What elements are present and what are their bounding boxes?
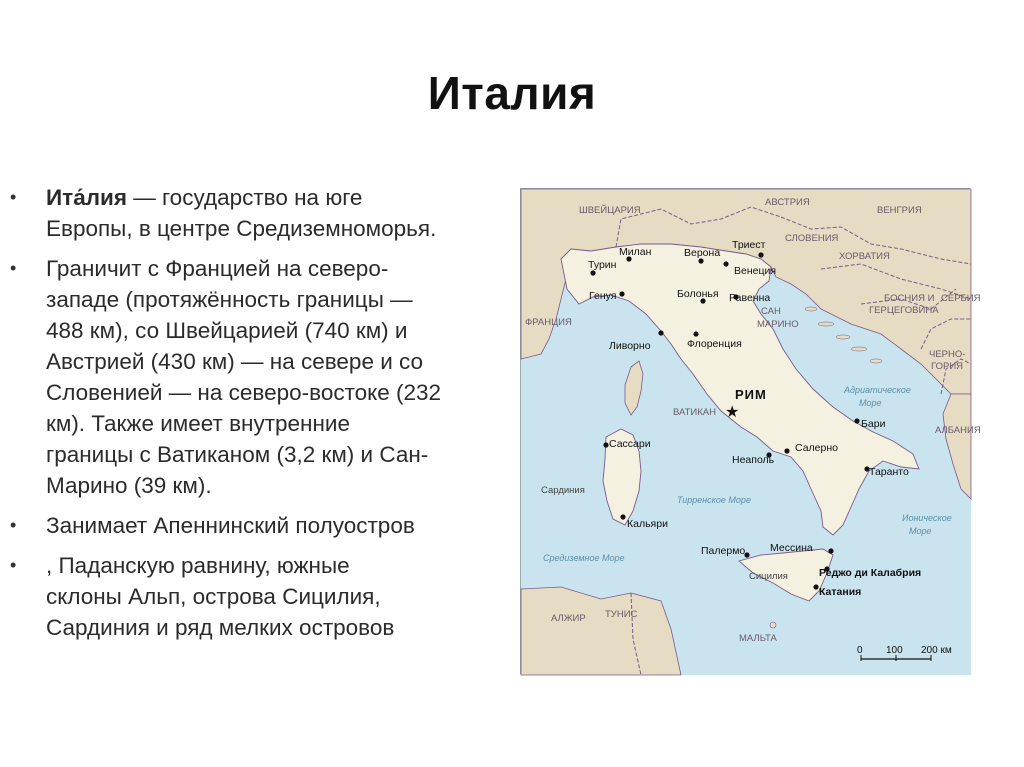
bullet-text: 488 км), со Швейцарией (740 км) и bbox=[46, 318, 408, 343]
bullet-text: Занимает Апеннинский полуостров bbox=[46, 513, 415, 538]
city-dot-trieste bbox=[758, 252, 763, 257]
sea-label-ionian-1: Ионическое bbox=[902, 513, 952, 523]
bullet-list bbox=[10, 182, 504, 652]
bullet-term-italy: Ита́лия bbox=[46, 185, 127, 210]
city-label-palermo: Палермо bbox=[701, 545, 746, 557]
scale-label-0: 0 bbox=[857, 645, 863, 656]
sea-label-adriatic-1: Адриатическое bbox=[844, 385, 911, 395]
city-label-bari: Бари bbox=[861, 418, 886, 430]
bullet-dot: • bbox=[10, 258, 17, 278]
city-label-livorno: Ливорно bbox=[609, 340, 651, 352]
map-canvas bbox=[521, 189, 981, 675]
city-dot-venice bbox=[723, 261, 728, 266]
city-dot-verona bbox=[698, 258, 703, 263]
country-label-bosnia: БОСНИЯ И bbox=[884, 293, 935, 304]
city-label-sassari: Сассари bbox=[609, 438, 651, 450]
bullet-text: Европы, в центре Средиземноморья. bbox=[46, 216, 437, 241]
country-label-austria: АВСТРИЯ bbox=[765, 197, 810, 208]
city-dot-bari bbox=[854, 418, 859, 423]
neighbor-land-south bbox=[521, 587, 681, 675]
sea-label-ionian-2: Море bbox=[909, 526, 932, 536]
city-label-trieste: Триест bbox=[732, 239, 766, 251]
country-label-france: ФРАНЦИЯ bbox=[525, 317, 572, 328]
island-label-sardinia: Сардиния bbox=[541, 485, 585, 496]
bullet-item-1 bbox=[10, 182, 504, 244]
bullet-item-3 bbox=[10, 510, 504, 541]
bullet-text: границы с Ватиканом (3,2 км) и Сан- bbox=[46, 442, 429, 467]
city-label-reggio: Реджо ди Калабрия bbox=[819, 567, 922, 579]
bullet-text: км). Также имеет внутренние bbox=[46, 411, 350, 436]
city-label-milan: Милан bbox=[619, 246, 652, 258]
city-dot-genoa bbox=[619, 291, 624, 296]
country-label-serbia: СЕРБИЯ bbox=[941, 293, 981, 304]
bullet-text: Австрией (430 км) — на севере и со bbox=[46, 349, 424, 374]
capital-star-icon: ★ bbox=[725, 404, 740, 421]
island-label-sicily: Сицилия bbox=[749, 571, 788, 582]
bullet-text: западе (протяжённость границы — bbox=[46, 287, 413, 312]
city-label-taranto: Таранто bbox=[869, 466, 909, 478]
bullet-text: Сардиния и ряд мелких островов bbox=[46, 615, 395, 640]
sea-label-mediterranean: Средиземное Море bbox=[543, 553, 625, 563]
country-label-tunisia: ТУНИС bbox=[605, 609, 638, 620]
city-label-salerno: Салерно bbox=[795, 442, 838, 454]
city-label-florence: Флоренция bbox=[687, 338, 742, 350]
country-label-montenegro-2: ГОРИЯ bbox=[931, 361, 964, 372]
italy-map bbox=[520, 188, 981, 674]
city-dot-messina bbox=[828, 548, 833, 553]
country-label-croatia: ХОРВАТИЯ bbox=[839, 251, 890, 262]
bullet-item-4 bbox=[10, 550, 504, 643]
scale-label-100: 100 bbox=[886, 645, 903, 656]
city-label-bologna: Болонья bbox=[677, 288, 719, 300]
city-label-rome: РИМ bbox=[735, 387, 767, 402]
bullet-text: Словенией — на северо-востоке (232 bbox=[46, 380, 442, 405]
city-dot-florence bbox=[693, 331, 698, 336]
city-dot-catania bbox=[813, 584, 818, 589]
city-label-messina: Мессина bbox=[770, 542, 813, 554]
city-label-verona: Верона bbox=[684, 247, 721, 259]
country-label-hungary: ВЕНГРИЯ bbox=[877, 205, 922, 216]
city-label-cagliari: Кальяри bbox=[627, 518, 668, 530]
sea-label-tyrrhenian: Тирренское Море bbox=[677, 495, 751, 505]
scale-label-200: 200 км bbox=[921, 645, 952, 656]
city-label-naples: Неаполь bbox=[732, 454, 775, 466]
city-label-genoa: Генуя bbox=[589, 290, 617, 302]
city-label-ravenna: Равенна bbox=[729, 292, 771, 304]
bullet-text: Марино (39 км). bbox=[46, 473, 212, 498]
bullet-text: — государство на юге bbox=[126, 185, 363, 210]
bullet-dot: • bbox=[10, 515, 17, 535]
malta-island bbox=[770, 622, 776, 628]
city-dot-sassari bbox=[603, 442, 608, 447]
city-dot-turin bbox=[590, 270, 595, 275]
bullet-text: , Паданскую равнину, южные bbox=[46, 553, 350, 578]
city-label-catania: Катания bbox=[819, 586, 862, 598]
bullet-text: склоны Альп, острова Сицилия, bbox=[46, 584, 381, 609]
bullet-dot: • bbox=[10, 555, 17, 575]
country-label-slovenia: СЛОВЕНИЯ bbox=[785, 233, 839, 244]
city-label-venice: Венеция bbox=[734, 265, 777, 277]
country-label-malta: МАЛЬТА bbox=[739, 633, 777, 644]
city-dot-salerno bbox=[784, 448, 789, 453]
bullet-text: Граничит с Францией на северо- bbox=[46, 256, 389, 281]
sea-label-adriatic-2: Море bbox=[859, 398, 882, 408]
slide-title: Италия bbox=[427, 67, 597, 119]
country-label-herzegovina: ГЕРЦЕГОВИНА bbox=[869, 305, 939, 316]
country-label-algeria: АЛЖИР bbox=[551, 613, 586, 624]
country-label-san-marino-1: САН bbox=[761, 306, 781, 317]
bullet-item-2 bbox=[10, 253, 504, 501]
bullet-dot: • bbox=[10, 187, 17, 207]
country-label-vatican: ВАТИКАН bbox=[673, 407, 716, 418]
city-label-turin: Турин bbox=[588, 259, 617, 271]
country-label-albania: АЛБАНИЯ bbox=[935, 425, 981, 436]
city-dot-cagliari bbox=[620, 514, 625, 519]
country-label-montenegro: ЧЕРНО- bbox=[929, 349, 966, 360]
country-label-switzerland: ШВЕЙЦАРИЯ bbox=[579, 205, 641, 216]
country-label-san-marino-2: МАРИНО bbox=[757, 319, 799, 330]
city-dot-livorno bbox=[658, 330, 663, 335]
